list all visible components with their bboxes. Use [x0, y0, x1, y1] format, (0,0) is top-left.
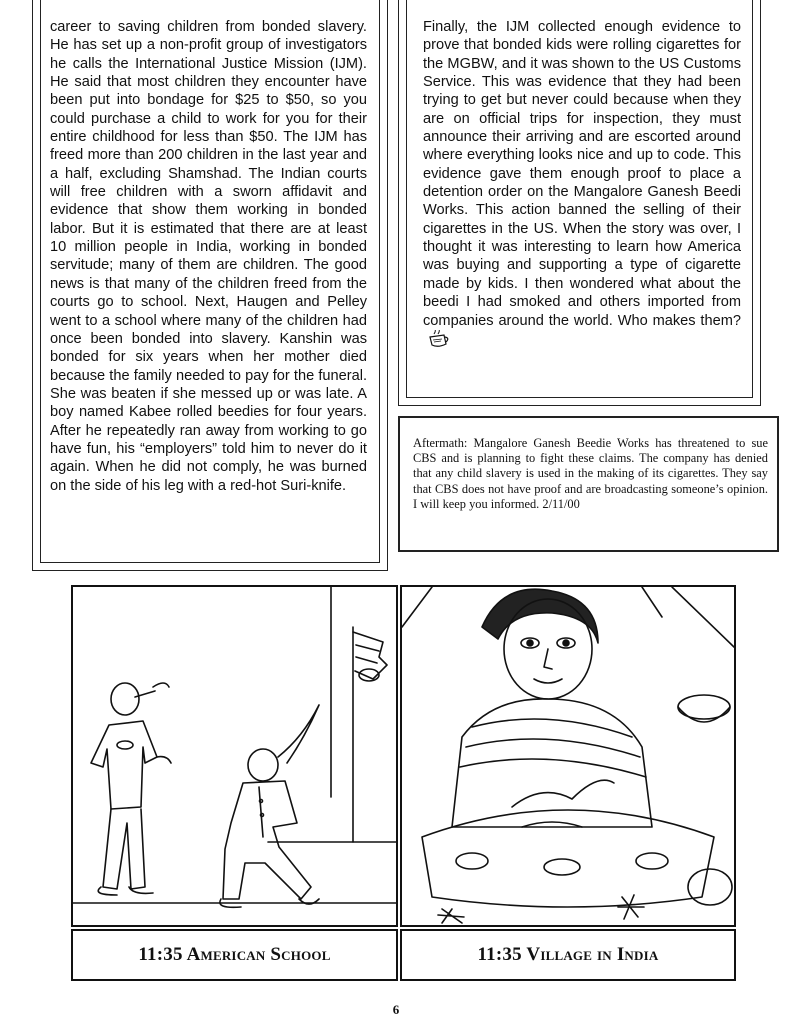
- american-school-illustration: [71, 585, 398, 927]
- india-village-caption: 11:35 Village in India: [477, 944, 659, 965]
- american-school-caption: 11:35 American School: [138, 944, 331, 965]
- page-number: 6: [392, 1002, 400, 1017]
- aftermath-text: Aftermath: Mangalore Ganesh Beedie Works has threatened to sue CBS and is planning to fight these claims. The company has denied that any child slavery is used in the making of its cigarettes. They say that CBS does not have proof and are broadcasting someone’s opinion. I will keep you informed. 2/11/00: [413, 436, 768, 511]
- left-column-text: career to saving children from bonded slavery. He has set up a non-profit group of investigators he calls the International Justice Mission (IJM). He said that most children they encounter have been put into bondage for $25 to $50, so you could purchase a child to work for you for their entire childhood for less than $50. The IJM has freed more than 200 children in the last year and a half, excluding Shamshad. The Indian courts will free children with a sworn affidavit and evidence that show them working in bonded labor. But it is estimated that there are at least 10 million people in India, working in bonded servitude; many of them are children. The good news is that many of the children freed from the courts go to school. Next, Haugen and Pelley went to a school where many of the children had once been bonded into slavery. Kanshin was bonded for six years when her mother died because the family needed to pay for the funeral. She was beaten if she messed up or was late. A boy named Kabee rolled beedies for four years. After he repeatedly ran away from working to go have fun, his “employers” told him to never do it again. When he did not comply, he was burned on the side of his leg with a red-hot Suri-knife.: [50, 19, 367, 494]
- american-school-caption-box: [71, 929, 398, 981]
- right-column-body: Finally, the IJM collected enough evidence to prove that bonded kids were rolling cigarettes for the MGBW, and it was shown to the US Customs Service. This was evidence that they had been trying to get but never could because when they are on official trips for inspection, they must announce their arriving and are escorted around where everything looks nice and up to code. This evidence gave them enough proof to place a detention order on the Mangalore Ganesh Beedi Works. This action banned the selling of their cigarettes in the US. When the story was over, I thought it was interesting to learn how America was buying and supporting a type of cigarette made by kids. I then wondered what about the beedi I had smoked and others imported from companies around the world. Who makes them?: [423, 19, 741, 329]
- india-village-illustration: [400, 585, 736, 927]
- right-column-text: [423, 18, 741, 355]
- coffee-cup-icon: [427, 330, 451, 355]
- india-village-caption-box: [400, 929, 736, 981]
